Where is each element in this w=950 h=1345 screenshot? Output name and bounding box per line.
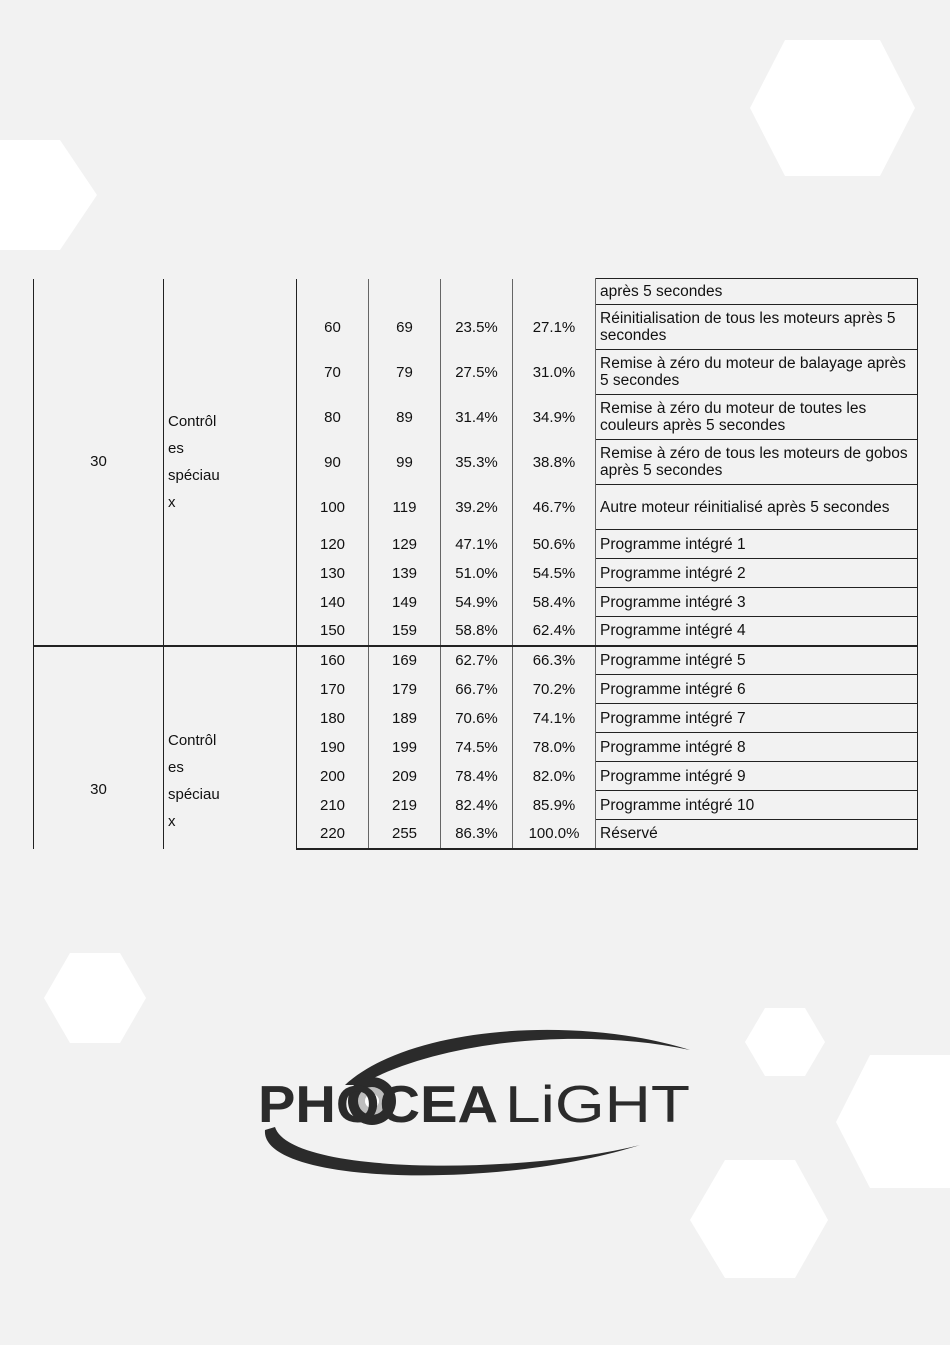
value-to: 79 — [369, 350, 441, 395]
hexagon-top-right — [750, 40, 915, 176]
description-cell: Remise à zéro du moteur de balayage après 5 secondes — [596, 350, 918, 395]
percent-to: 100.0% — [513, 820, 596, 849]
value-from: 170 — [297, 675, 369, 704]
value-to: 69 — [369, 305, 441, 350]
value-to: 129 — [369, 530, 441, 559]
percent-to: 38.8% — [513, 440, 596, 485]
percent-to: 27.1% — [513, 305, 596, 350]
description-cell: Programme intégré 1 — [596, 530, 918, 559]
value-from: 220 — [297, 820, 369, 849]
value-from: 70 — [297, 350, 369, 395]
function-cell — [164, 646, 297, 849]
hexagon-small-right — [745, 1008, 825, 1076]
value-to: 189 — [369, 704, 441, 733]
value-to: 209 — [369, 762, 441, 791]
function-line: x — [168, 812, 176, 830]
description-cell: Réservé — [596, 820, 918, 849]
percent-to — [513, 279, 596, 305]
description-cell: Programme intégré 5 — [596, 646, 918, 675]
percent-to: 50.6% — [513, 530, 596, 559]
function-line: es — [168, 439, 184, 457]
percent-from: 23.5% — [441, 305, 513, 350]
logo-text-bold: PHOCEA — [258, 1076, 498, 1134]
value-from: 90 — [297, 440, 369, 485]
percent-to: 31.0% — [513, 350, 596, 395]
hexagon-right-edge — [836, 1055, 950, 1188]
value-from: 140 — [297, 588, 369, 617]
description-cell: Programme intégré 3 — [596, 588, 918, 617]
description-cell: Programme intégré 2 — [596, 559, 918, 588]
phocealight-logo — [250, 1015, 700, 1190]
percent-to: 34.9% — [513, 395, 596, 440]
description-cell: après 5 secondes — [596, 279, 918, 305]
percent-from: 62.7% — [441, 646, 513, 675]
value-from: 130 — [297, 559, 369, 588]
value-to: 139 — [369, 559, 441, 588]
percent-from: 66.7% — [441, 675, 513, 704]
dmx-channel-table — [33, 278, 918, 850]
description-cell: Programme intégré 7 — [596, 704, 918, 733]
percent-from: 47.1% — [441, 530, 513, 559]
table-row — [34, 646, 918, 675]
function-line: Contrôl — [168, 731, 217, 749]
value-from: 150 — [297, 617, 369, 646]
function-line: x — [168, 493, 176, 511]
value-from: 60 — [297, 305, 369, 350]
function-line: es — [168, 758, 184, 776]
percent-to: 62.4% — [513, 617, 596, 646]
value-from: 190 — [297, 733, 369, 762]
value-from: 80 — [297, 395, 369, 440]
value-from: 200 — [297, 762, 369, 791]
value-to: 219 — [369, 791, 441, 820]
percent-to: 54.5% — [513, 559, 596, 588]
hexagon-bottom-right — [690, 1160, 828, 1278]
percent-to: 82.0% — [513, 762, 596, 791]
percent-from: 51.0% — [441, 559, 513, 588]
percent-to: 78.0% — [513, 733, 596, 762]
value-to: 179 — [369, 675, 441, 704]
percent-from: 54.9% — [441, 588, 513, 617]
value-from: 160 — [297, 646, 369, 675]
value-to: 99 — [369, 440, 441, 485]
value-to — [369, 279, 441, 305]
channel-cell: 30 — [34, 646, 164, 849]
value-from — [297, 279, 369, 305]
value-to: 119 — [369, 485, 441, 530]
description-cell: Remise à zéro de tous les moteurs de gobos après 5 secondes — [596, 440, 918, 485]
table-row — [34, 279, 918, 305]
description-cell: Autre moteur réinitialisé après 5 secondes — [596, 485, 918, 530]
logo-swoosh-bottom — [265, 1127, 640, 1175]
value-from: 180 — [297, 704, 369, 733]
value-to: 255 — [369, 820, 441, 849]
dmx-table-section — [33, 278, 917, 850]
percent-to: 66.3% — [513, 646, 596, 675]
description-cell: Programme intégré 6 — [596, 675, 918, 704]
percent-to: 85.9% — [513, 791, 596, 820]
description-cell: Programme intégré 9 — [596, 762, 918, 791]
value-to: 199 — [369, 733, 441, 762]
value-to: 89 — [369, 395, 441, 440]
percent-from: 35.3% — [441, 440, 513, 485]
percent-from: 27.5% — [441, 350, 513, 395]
percent-from: 31.4% — [441, 395, 513, 440]
description-cell: Réinitialisation de tous les moteurs après 5 secondes — [596, 305, 918, 350]
function-line: Contrôl — [168, 412, 217, 430]
value-from: 100 — [297, 485, 369, 530]
percent-to: 70.2% — [513, 675, 596, 704]
value-from: 210 — [297, 791, 369, 820]
percent-from: 70.6% — [441, 704, 513, 733]
value-to: 159 — [369, 617, 441, 646]
description-cell: Remise à zéro du moteur de toutes les couleurs après 5 secondes — [596, 395, 918, 440]
hexagon-bottom-left — [44, 953, 146, 1043]
hexagon-left — [0, 140, 97, 250]
percent-to: 74.1% — [513, 704, 596, 733]
percent-from: 39.2% — [441, 485, 513, 530]
channel-cell: 30 — [34, 279, 164, 646]
percent-from: 82.4% — [441, 791, 513, 820]
percent-to: 58.4% — [513, 588, 596, 617]
percent-from: 74.5% — [441, 733, 513, 762]
percent-from: 58.8% — [441, 617, 513, 646]
description-cell: Programme intégré 4 — [596, 617, 918, 646]
function-line: spéciau — [168, 466, 220, 484]
function-cell — [164, 279, 297, 646]
value-to: 169 — [369, 646, 441, 675]
description-cell: Programme intégré 10 — [596, 791, 918, 820]
table-group-2 — [34, 646, 918, 849]
percent-from: 86.3% — [441, 820, 513, 849]
percent-from — [441, 279, 513, 305]
logo-text-light: LiGHT — [505, 1076, 690, 1134]
percent-to: 46.7% — [513, 485, 596, 530]
table-group-1 — [34, 279, 918, 646]
function-line: spéciau — [168, 785, 220, 803]
value-to: 149 — [369, 588, 441, 617]
value-from: 120 — [297, 530, 369, 559]
description-cell: Programme intégré 8 — [596, 733, 918, 762]
percent-from: 78.4% — [441, 762, 513, 791]
